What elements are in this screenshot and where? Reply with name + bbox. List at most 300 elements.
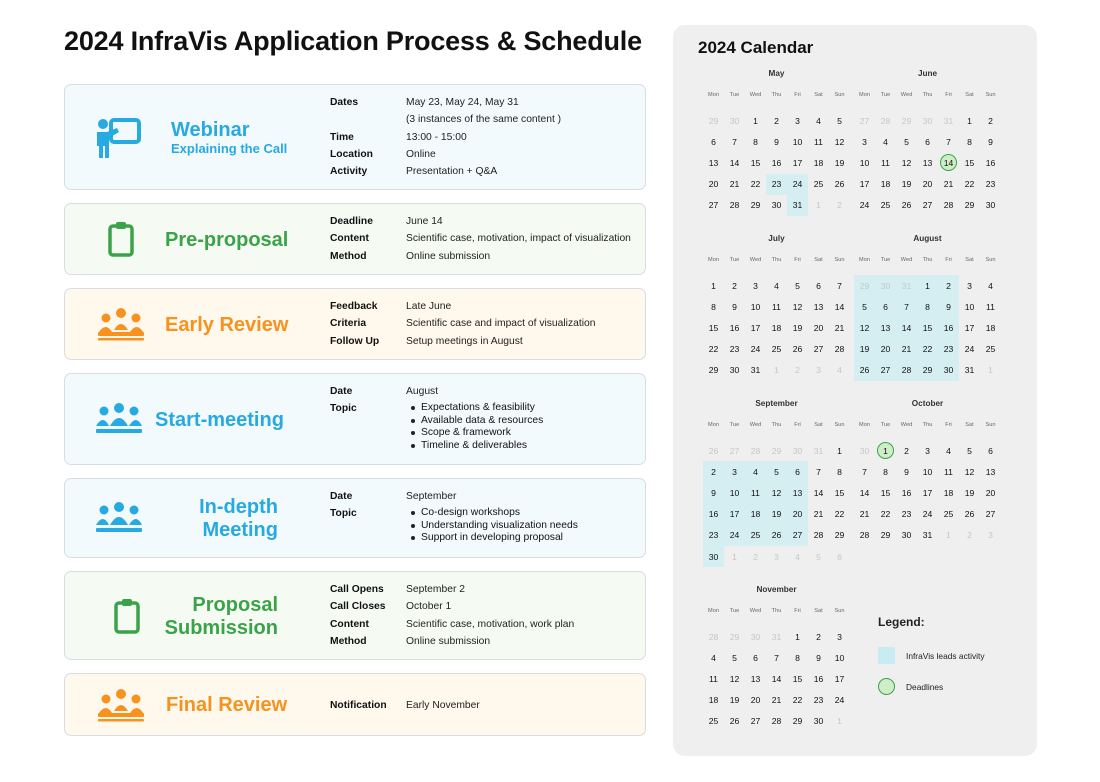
step-details: [330, 94, 561, 180]
weekday-label: Mon: [859, 422, 870, 428]
calendar-day: 28: [859, 530, 870, 541]
weekday-label: Wed: [900, 257, 913, 263]
calendar-day: 14: [813, 487, 824, 498]
calendar-day: 3: [724, 461, 745, 482]
step-details: [330, 383, 543, 453]
calendar-day: 27: [708, 200, 719, 211]
weekday-label: Tue: [729, 92, 740, 98]
month-name: August: [913, 234, 942, 243]
weekday-label: Tue: [729, 257, 740, 263]
calendar-day: 24: [787, 174, 808, 195]
calendar-day: 1: [837, 445, 842, 456]
calendar-day: 17: [859, 179, 870, 190]
calendar-day: 2: [938, 275, 959, 296]
weekday-label: Sat: [965, 92, 974, 98]
calendar-day: 3: [753, 280, 758, 291]
calendar-day: 30: [750, 631, 761, 642]
weekday-header: [703, 257, 850, 263]
step-name-line: Submission: [164, 617, 278, 639]
calendar-day: 14: [729, 157, 740, 168]
clipboard-icon: [107, 220, 135, 258]
weekday-label: Mon: [708, 608, 719, 614]
calendar-day: 7: [946, 136, 951, 147]
calendar-day: 13: [708, 157, 719, 168]
calendar-day: 15: [880, 487, 891, 498]
calendar-day: 23: [703, 525, 724, 546]
month-name: July: [768, 234, 785, 243]
calendar-day: 3: [967, 280, 972, 291]
detail-value: September 2: [406, 584, 465, 595]
calendar-day: 18: [771, 322, 782, 333]
calendar-day: 4: [837, 365, 842, 376]
calendar-day: 26: [766, 525, 787, 546]
calendar-day: 25: [708, 716, 719, 727]
list-item: Co-design workshops: [406, 507, 578, 520]
step-name: Early Review: [165, 314, 289, 336]
calendar-day: 19: [901, 179, 912, 190]
calendar-day: 1: [753, 115, 758, 126]
calendar-day: 30: [901, 530, 912, 541]
calendar-day: 27: [922, 200, 933, 211]
step-name: Webinar: [171, 119, 250, 141]
weekday-label: Tue: [880, 422, 891, 428]
legend-item-deadline: [878, 678, 943, 695]
calendar-day: 10: [922, 466, 933, 477]
calendar-day: 28: [813, 530, 824, 541]
calendar-day: 5: [795, 280, 800, 291]
step-name-line: Meeting: [202, 519, 278, 541]
calendar-day: 20: [922, 179, 933, 190]
calendar-day: 16: [813, 673, 824, 684]
calendar-day: 22: [792, 695, 803, 706]
calendar-day: 2: [795, 365, 800, 376]
calendar-day: 25: [745, 525, 766, 546]
calendar-day: 2: [988, 115, 993, 126]
weekday-label: Fri: [945, 92, 952, 98]
weekday-label: Thu: [771, 608, 782, 614]
calendar-day: 25: [985, 344, 996, 355]
calendar-day: 28: [943, 200, 954, 211]
calendar-day: 10: [834, 652, 845, 663]
calendar-day: 18: [813, 157, 824, 168]
detail-value: Scientific case, motivation, impact of visualization: [406, 233, 631, 245]
calendar-day: 20: [875, 339, 896, 360]
detail-key: Criteria: [330, 318, 367, 330]
calendar-day: 17: [792, 157, 803, 168]
calendar-day: 24: [834, 695, 845, 706]
calendar-day: 30: [703, 546, 724, 567]
calendar-day: 6: [816, 280, 821, 291]
calendar-day: 29: [901, 115, 912, 126]
meeting-icon: [95, 402, 143, 436]
step-name: [165, 594, 278, 640]
calendar-day: 17: [964, 322, 975, 333]
step-proposal-submission: [64, 571, 646, 660]
calendar-day: 29: [771, 445, 782, 456]
calendar-day: 7: [837, 280, 842, 291]
calendar-day: 8: [967, 136, 972, 147]
calendar-day: 31: [922, 530, 933, 541]
calendar-day: 2: [774, 115, 779, 126]
calendar-day: 1: [795, 631, 800, 642]
calendar-day: 23: [729, 344, 740, 355]
calendar-day: 19: [854, 339, 875, 360]
highlight-swatch: [878, 647, 895, 664]
calendar-day: 1: [988, 365, 993, 376]
calendar-day: 20: [708, 179, 719, 190]
calendar-day: 31: [943, 115, 954, 126]
calendar-day: 12: [854, 317, 875, 338]
month-name: November: [756, 585, 797, 594]
calendar-day: 31: [771, 631, 782, 642]
calendar-day: 20: [750, 695, 761, 706]
calendar-day: 20: [985, 487, 996, 498]
calendar-day: 30: [729, 365, 740, 376]
legend-label: InfraVis leads activity: [906, 650, 985, 661]
calendar-day: 26: [854, 360, 875, 381]
calendar-day: 26: [729, 716, 740, 727]
weekday-label: Tue: [729, 608, 740, 614]
calendar-day: 23: [901, 509, 912, 520]
calendar-day: 16: [901, 487, 912, 498]
calendar-day: 23: [813, 695, 824, 706]
weekday-label: Sun: [834, 257, 845, 263]
calendar-day: 3: [925, 445, 930, 456]
weekday-label: Sat: [814, 422, 823, 428]
calendar-day: 16: [938, 317, 959, 338]
calendar-day: 2: [837, 200, 842, 211]
list-item: Timeline & deliverables: [406, 440, 543, 453]
calendar-day: 27: [859, 115, 870, 126]
calendar-day: 28: [750, 445, 761, 456]
weekday-label: Sat: [965, 422, 974, 428]
calendar-day: 29: [750, 200, 761, 211]
calendar-day: 4: [946, 445, 951, 456]
detail-value: Late June: [406, 301, 452, 312]
detail-key: Notification: [330, 700, 387, 711]
calendar-day: 25: [880, 200, 891, 211]
calendar-day: 9: [816, 652, 821, 663]
calendar-day: 7: [774, 652, 779, 663]
calendar-day: 22: [708, 344, 719, 355]
calendar-day: 24: [859, 200, 870, 211]
calendar-day: 17: [750, 322, 761, 333]
detail-value: Scientific case, motivation, work plan: [406, 618, 575, 630]
weekday-label: Wed: [900, 422, 913, 428]
weekday-label: Sun: [834, 608, 845, 614]
calendar-day: 4: [745, 461, 766, 482]
calendar-day: 12: [766, 482, 787, 503]
step-name-line: Proposal: [192, 594, 278, 616]
month-name: September: [755, 399, 798, 408]
weekday-label: Sun: [985, 257, 996, 263]
calendar-day: 18: [708, 695, 719, 706]
calendar-day: 10: [792, 136, 803, 147]
calendar-day: 1: [917, 275, 938, 296]
calendar-day: 8: [795, 652, 800, 663]
calendar-day: 4: [774, 280, 779, 291]
weekday-label: Thu: [922, 257, 933, 263]
calendar-day: 6: [711, 136, 716, 147]
calendar-day: 21: [859, 509, 870, 520]
step-details: [330, 488, 578, 545]
calendar-day: 9: [938, 296, 959, 317]
calendar-day: 13: [750, 673, 761, 684]
calendar-day: 11: [745, 482, 766, 503]
calendar-day: 18: [745, 504, 766, 525]
day-grid: [854, 110, 1001, 216]
calendar-day: 4: [883, 136, 888, 147]
calendar-day: 7: [732, 136, 737, 147]
calendar-day: 12: [729, 673, 740, 684]
calendar-day: 19: [834, 157, 845, 168]
weekday-label: Thu: [771, 92, 782, 98]
step-name: [199, 496, 278, 542]
weekday-label: Thu: [922, 422, 933, 428]
legend-label: Deadlines: [906, 681, 944, 692]
calendar-day: 19: [792, 322, 803, 333]
calendar-day: 12: [834, 136, 845, 147]
calendar-day: 29: [792, 716, 803, 727]
calendar-day: 29: [834, 530, 845, 541]
calendar-day: 26: [792, 344, 803, 355]
calendar-day: 11: [709, 673, 718, 684]
step-name-line: In-depth: [199, 496, 278, 518]
calendar-day: 16: [729, 322, 740, 333]
calendar-day: 4: [988, 280, 993, 291]
calendar-day: 1: [837, 716, 842, 727]
weekday-label: Sat: [965, 257, 974, 263]
calendar-day: 11: [944, 466, 953, 477]
calendar-day: 2: [703, 461, 724, 482]
detail-key: Deadline: [330, 216, 373, 227]
detail-key: Method: [330, 635, 367, 647]
weekday-label: Wed: [749, 257, 762, 263]
calendar-day: 9: [732, 301, 737, 312]
detail-key: Call Opens: [330, 584, 384, 595]
detail-value: 13:00 - 15:00: [406, 131, 467, 143]
calendar-day: 24: [724, 525, 745, 546]
calendar-day: 28: [834, 344, 845, 355]
calendar-day: 22: [834, 509, 845, 520]
calendar-day: 16: [703, 504, 724, 525]
step-start-meeting: [64, 373, 646, 465]
calendar-day: 3: [774, 551, 779, 562]
day-grid: [703, 110, 850, 216]
calendar-day: 27: [875, 360, 896, 381]
weekday-label: Thu: [771, 422, 782, 428]
calendar-day: 7: [896, 296, 917, 317]
weekday-label: Fri: [794, 92, 801, 98]
calendar-day: 27: [729, 445, 740, 456]
month-name: October: [911, 399, 944, 408]
detail-value: (3 instances of the same content ): [406, 114, 562, 126]
weekday-label: Fri: [794, 422, 801, 428]
calendar-day: 28: [880, 115, 891, 126]
calendar-day: 1: [732, 551, 737, 562]
step-name: Pre-proposal: [165, 229, 289, 251]
calendar-day: 3: [862, 136, 867, 147]
calendar-day: 17: [724, 504, 745, 525]
calendar-panel: [673, 25, 1037, 756]
calendar-day: 28: [771, 716, 782, 727]
weekday-header: [703, 422, 850, 428]
calendar-day: 10: [750, 301, 761, 312]
calendar-day: 30: [771, 200, 782, 211]
month-name: May: [768, 69, 785, 78]
detail-key: Follow Up: [330, 335, 380, 347]
calendar-day: 25: [943, 509, 954, 520]
calendar-day: 15: [917, 317, 938, 338]
calendar-day: 30: [792, 445, 803, 456]
calendar-day: 26: [901, 200, 912, 211]
calendar-day: 7: [862, 466, 867, 477]
calendar-day: 2: [904, 445, 909, 456]
calendar-day: 20: [787, 504, 808, 525]
day-grid: [854, 275, 1001, 381]
calendar-day: 25: [813, 179, 824, 190]
day-grid: [703, 626, 850, 732]
calendar-day: 29: [917, 360, 938, 381]
weekday-label: Tue: [880, 257, 891, 263]
calendar-day: 14: [834, 301, 845, 312]
step-details: [330, 298, 595, 350]
meeting-icon: [95, 501, 143, 535]
presenter-icon: [95, 118, 141, 158]
deadline-day: [875, 440, 896, 461]
weekday-label: Sat: [814, 608, 823, 614]
calendar-day: 11: [814, 136, 823, 147]
detail-value: June 14: [406, 216, 443, 227]
step-webinar: [64, 84, 646, 190]
detail-key: Call Closes: [330, 601, 386, 613]
detail-key: Content: [330, 233, 369, 245]
detail-value: October 1: [406, 601, 452, 613]
list-item: Scope & framework: [406, 427, 543, 440]
deadline-swatch: [878, 678, 895, 695]
day-grid: [703, 440, 850, 567]
weekday-label: Fri: [794, 257, 801, 263]
topic-list: [406, 507, 578, 545]
step-final-review: [64, 673, 646, 736]
detail-key: Dates: [330, 97, 359, 108]
calendar-day: 27: [787, 525, 808, 546]
weekday-label: Thu: [922, 92, 933, 98]
calendar-day: 12: [964, 466, 975, 477]
step-details: [330, 213, 631, 265]
calendar-day: 4: [816, 115, 821, 126]
detail-key: Topic: [330, 508, 357, 520]
calendar-day: 5: [837, 115, 842, 126]
calendar-day: 15: [834, 487, 845, 498]
weekday-label: Tue: [880, 92, 891, 98]
detail-key: Date: [330, 386, 353, 397]
detail-key: Feedback: [330, 301, 378, 312]
calendar-day: 22: [964, 179, 975, 190]
calendar-day: 9: [774, 136, 779, 147]
calendar-day: 5: [766, 461, 787, 482]
calendar-day: 17: [834, 673, 845, 684]
deadline-day: [938, 152, 959, 173]
detail-value: August: [406, 386, 439, 397]
calendar-day: 13: [787, 482, 808, 503]
weekday-label: Mon: [859, 92, 870, 98]
calendar-day: 9: [703, 482, 724, 503]
calendar-day: 29: [708, 115, 719, 126]
calendar-day: 23: [766, 174, 787, 195]
calendar-day: 4: [711, 652, 716, 663]
detail-key: Content: [330, 618, 369, 630]
day-number: 14: [943, 157, 954, 168]
calendar-day: 3: [816, 365, 821, 376]
calendar-day: 11: [986, 301, 995, 312]
calendar-day: 16: [771, 157, 782, 168]
calendar-day: 13: [922, 157, 933, 168]
step-name: Start-meeting: [155, 409, 284, 431]
calendar-day: 10: [859, 157, 870, 168]
calendar-day: 22: [880, 509, 891, 520]
detail-value: Online submission: [406, 250, 491, 262]
calendar-day: 21: [834, 322, 845, 333]
weekday-label: Sun: [834, 92, 845, 98]
calendar-day: 28: [708, 631, 719, 642]
list-item: Support in developing proposal: [406, 532, 578, 545]
calendar-day: 21: [813, 509, 824, 520]
calendar-day: 1: [816, 200, 821, 211]
topic-list: [406, 402, 543, 452]
calendar-day: 13: [985, 466, 996, 477]
calendar-day: 9: [988, 136, 993, 147]
calendar-day: 5: [732, 652, 737, 663]
calendar-day: 19: [964, 487, 975, 498]
calendar-day: 24: [750, 344, 761, 355]
clipboard-icon: [113, 597, 141, 635]
calendar-day: 18: [880, 179, 891, 190]
calendar-day: 13: [813, 301, 824, 312]
calendar-day: 11: [881, 157, 890, 168]
calendar-day: 2: [967, 530, 972, 541]
list-item: Available data & resources: [406, 415, 543, 428]
calendar-day: 20: [813, 322, 824, 333]
calendar-day: 24: [964, 344, 975, 355]
calendar-day: 31: [896, 275, 917, 296]
calendar-day: 6: [753, 652, 758, 663]
weekday-header: [703, 608, 850, 614]
calendar-day: 27: [750, 716, 761, 727]
step-details: [330, 697, 480, 714]
calendar-day: 31: [787, 195, 808, 216]
step-early-review: [64, 288, 646, 360]
weekday-label: Sun: [834, 422, 845, 428]
step-pre-proposal: [64, 203, 646, 275]
weekday-label: Sat: [814, 257, 823, 263]
weekday-label: Wed: [749, 92, 762, 98]
step-name: Final Review: [166, 694, 288, 716]
calendar-day: 30: [985, 200, 996, 211]
detail-key: Method: [330, 250, 367, 262]
calendar-day: 10: [964, 301, 975, 312]
calendar-day: 14: [771, 673, 782, 684]
calendar-day: 18: [985, 322, 996, 333]
calendar-day: 16: [985, 157, 996, 168]
calendar-day: 30: [938, 360, 959, 381]
weekday-label: Wed: [749, 608, 762, 614]
page-title: 2024 InfraVis Application Process & Schedule: [64, 26, 642, 56]
step-details: [330, 581, 574, 650]
calendar-day: 1: [711, 280, 716, 291]
calendar-day: 5: [816, 551, 821, 562]
calendar-day: 18: [943, 487, 954, 498]
